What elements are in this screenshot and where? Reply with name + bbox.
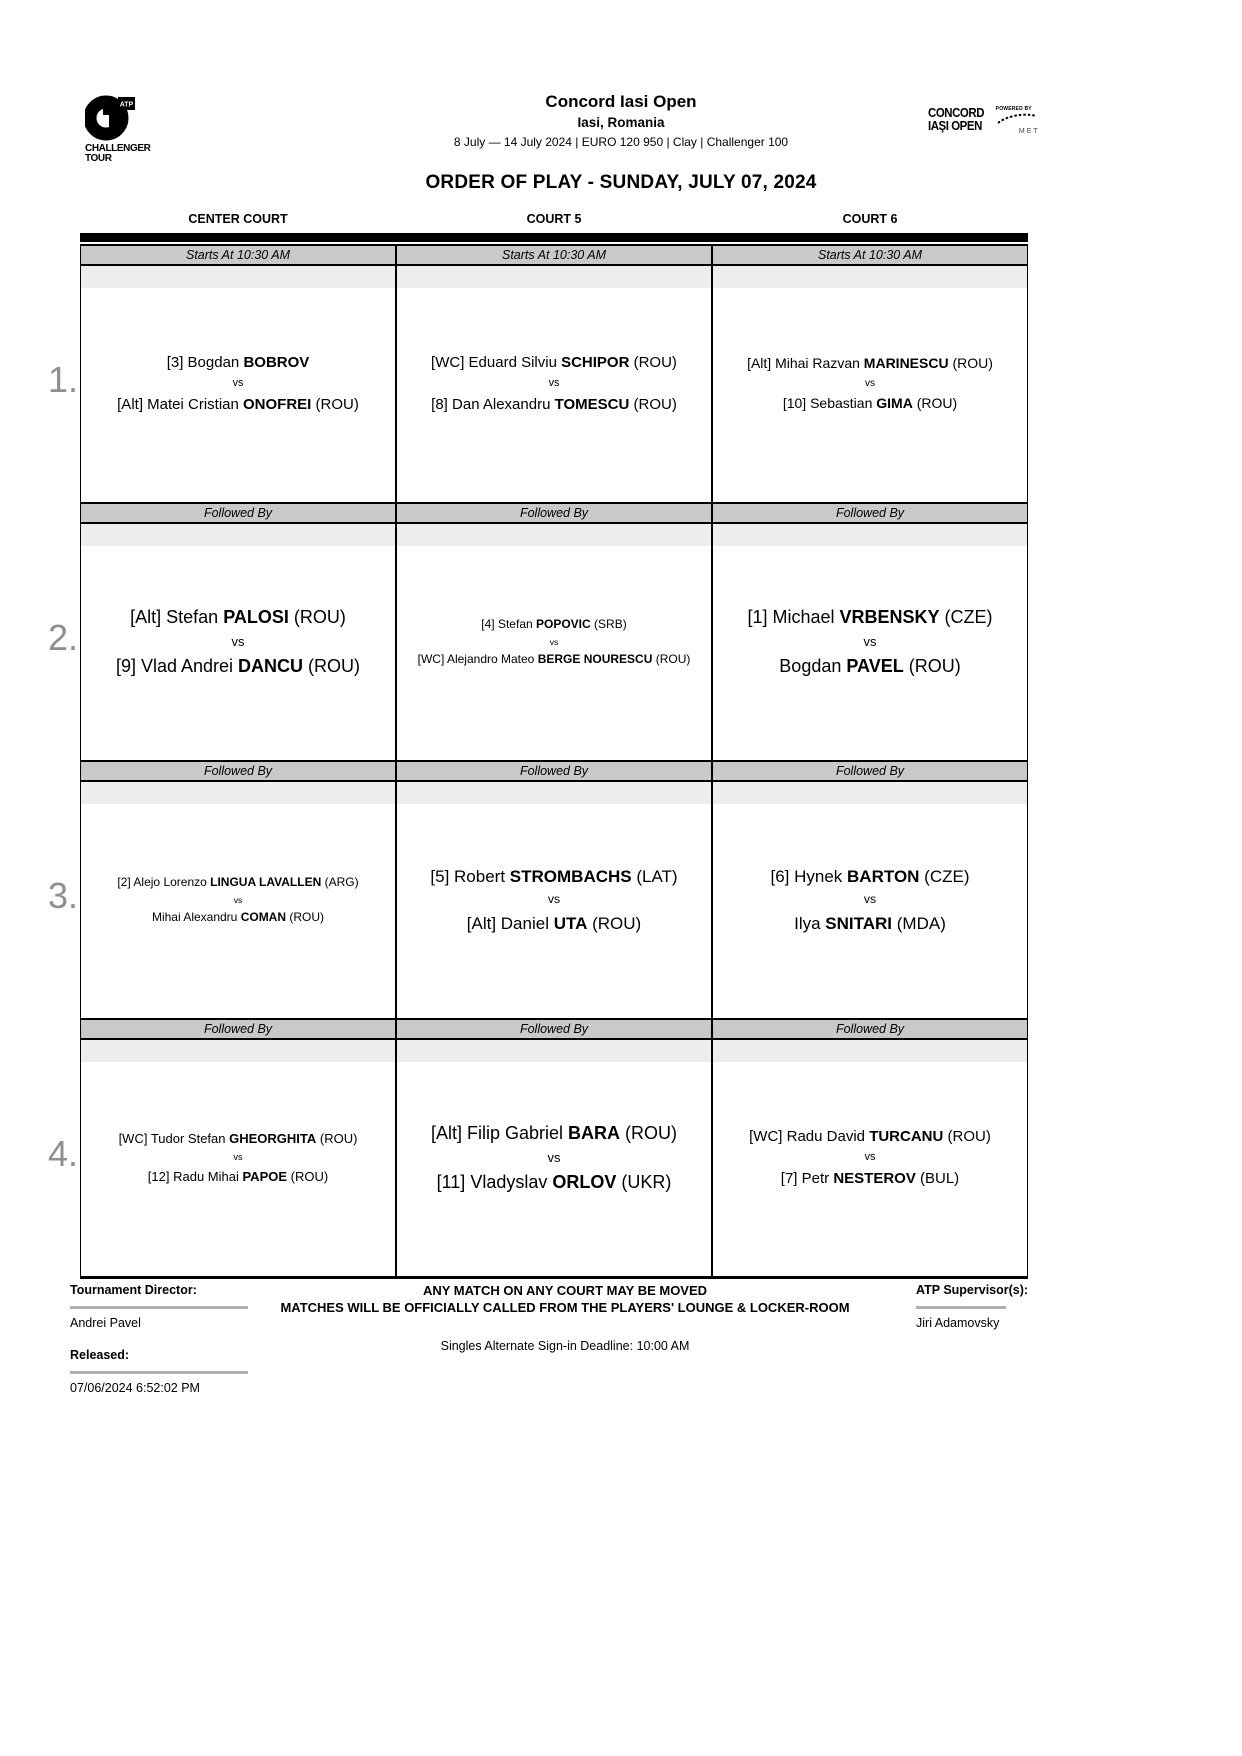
followed-by-label: Followed By — [81, 1020, 397, 1038]
match-cell-center-court-1 — [81, 266, 397, 502]
section-header-row-3 — [81, 760, 1027, 782]
match-cell-court6-4 — [713, 1040, 1027, 1276]
player-suffix: (UKR) — [616, 1172, 672, 1193]
event-logo-line1: CONCORD — [928, 105, 985, 120]
player-prefix: [2] Alejo Lorenzo — [117, 874, 211, 889]
player-prefix: [Alt] Filip Gabriel — [430, 1123, 569, 1144]
player-surname: SNITARI — [825, 913, 893, 933]
player-prefix: [4] Stefan — [481, 616, 536, 631]
player-prefix: [WC] Radu David — [749, 1127, 870, 1145]
vs-label: vs — [232, 377, 244, 390]
event-logo-line2: IAŞI OPEN — [928, 118, 982, 133]
player-suffix: (SRB) — [590, 616, 627, 631]
player-prefix: [6] Hynek — [770, 867, 848, 887]
tournament-director-name: Andrei Pavel — [70, 1316, 141, 1330]
footer-right — [916, 1283, 1176, 1330]
vs-label: vs — [547, 892, 561, 907]
player-suffix: (ROU) — [287, 1168, 329, 1184]
player-suffix: (CZE) — [939, 607, 993, 628]
player2 — [116, 655, 360, 678]
player-prefix: Mihai Alexandru — [151, 910, 241, 925]
player-prefix: [Alt] Daniel — [466, 913, 554, 933]
page-title: ORDER OF PLAY - SUNDAY, JULY 07, 2024 — [425, 172, 817, 193]
player-surname: UTA — [553, 913, 588, 933]
player-prefix: Ilya — [794, 913, 826, 933]
player-suffix: (ROU) — [943, 1127, 991, 1145]
player1 — [431, 1122, 677, 1145]
vs-label: vs — [231, 633, 245, 649]
match-cell-court6-2 — [713, 524, 1027, 760]
event-logo-partner — [996, 106, 1040, 135]
vs-label: vs — [548, 377, 560, 390]
player-suffix: (ROU) — [629, 395, 677, 413]
match-row-number-3: 3. — [48, 875, 79, 916]
tournament-director-label: Tournament Director: — [70, 1283, 197, 1297]
player1 — [119, 1131, 358, 1147]
atp-supervisor-label: ATP Supervisor(s): — [916, 1283, 1029, 1297]
tournament-name: Concord Iasi Open — [545, 92, 697, 111]
player-suffix: (CZE) — [919, 867, 970, 887]
tournament-details: 8 July — 14 July 2024 | EURO 120 950 | Clay | Challenger 100 — [453, 135, 789, 149]
court-label-court-6: COURT 6 — [842, 212, 898, 226]
player1 — [431, 354, 677, 373]
player-prefix: [3] Bogdan — [166, 353, 244, 371]
player-prefix: [11] Vladyslav — [436, 1172, 553, 1193]
vs-label: vs — [233, 1152, 243, 1163]
followed-by-label: Followed By — [81, 762, 397, 780]
player1 — [770, 866, 969, 887]
player1 — [167, 354, 310, 373]
player-surname: STROMBACHS — [509, 867, 632, 887]
player1 — [130, 606, 346, 629]
footer-left — [70, 1283, 270, 1395]
match-cell-court5-3 — [397, 782, 713, 1018]
vs-label: vs — [863, 633, 877, 649]
player-surname: PALOSI — [223, 607, 289, 628]
atp-logo-line1: CHALLENGER — [85, 143, 151, 154]
footer-notice — [250, 1283, 880, 1353]
player-suffix: (ROU) — [288, 607, 346, 628]
player-surname: POPOVIC — [536, 616, 591, 631]
player-surname: ORLOV — [552, 1172, 617, 1193]
player2 — [783, 395, 957, 413]
player-prefix: [10] Sebastian — [782, 395, 877, 412]
vs-label: vs — [547, 1149, 561, 1165]
table-body — [80, 244, 1028, 1279]
player-prefix: [7] Petr — [780, 1169, 834, 1187]
met-label: MET — [1018, 128, 1040, 135]
court-label-center-court: CENTER COURT — [188, 212, 288, 226]
player2 — [117, 396, 359, 415]
match-cell-center-court-2 — [81, 524, 397, 760]
vs-label: vs — [233, 894, 243, 905]
concord-iasi-open-logo — [928, 106, 1040, 135]
event-logo-wordmark — [928, 106, 984, 132]
vs-label: vs — [864, 1151, 876, 1164]
player-surname: TOMESCU — [554, 395, 630, 413]
player-surname: LINGUA LAVALLEN — [210, 874, 322, 889]
tournament-location: Iasi, Romania — [577, 115, 665, 130]
svg-text:ATP: ATP — [119, 101, 134, 109]
match-row-1 — [81, 266, 1027, 502]
player-prefix: [8] Dan Alexandru — [431, 395, 555, 413]
vs-label: vs — [864, 377, 876, 389]
player-suffix: (ROU) — [587, 913, 642, 933]
player-surname: PAVEL — [846, 656, 904, 677]
player-surname: BARTON — [847, 867, 920, 887]
player-prefix: [WC] Tudor Stefan — [118, 1130, 230, 1146]
player2 — [779, 655, 960, 678]
atp-supervisor-name: Jiri Adamovsky — [916, 1316, 1000, 1330]
atp-logo-line2: TOUR — [85, 153, 112, 164]
player-suffix: (ROU) — [948, 355, 993, 372]
player-suffix: (ROU) — [286, 910, 325, 925]
player2 — [152, 910, 324, 925]
starts-at-label: Starts At 10:30 AM — [397, 246, 713, 264]
followed-by-label: Followed By — [397, 762, 713, 780]
signature-rule — [916, 1306, 1006, 1309]
followed-by-label: Followed By — [835, 1022, 905, 1036]
player-suffix: (ARG) — [321, 874, 359, 889]
player1 — [747, 606, 992, 629]
player-suffix: (ROU) — [652, 652, 691, 667]
player-prefix: [5] Robert — [430, 867, 510, 887]
player1 — [117, 875, 358, 890]
player2 — [467, 913, 641, 934]
player2 — [148, 1169, 328, 1185]
match-cell-court5-4 — [397, 1040, 713, 1276]
player2 — [418, 652, 691, 667]
player-prefix: Bogdan — [779, 656, 847, 677]
signin-deadline: Singles Alternate Sign-in Deadline: 10:00 AM — [440, 1339, 690, 1353]
order-of-play-table — [80, 233, 1028, 1279]
vs-label: vs — [549, 636, 559, 647]
player-suffix: (ROU) — [316, 1130, 358, 1146]
match-cell-center-court-3 — [81, 782, 397, 1018]
player-prefix: [Alt] Mihai Razvan — [747, 355, 864, 372]
met-swoosh-icon — [996, 113, 1038, 125]
starts-at-label: Starts At 10:30 AM — [818, 248, 922, 262]
player-surname: NESTEROV — [833, 1169, 916, 1187]
match-row-number-2: 2. — [48, 617, 79, 658]
match-cell-court5-2 — [397, 524, 713, 760]
section-header-row-2 — [81, 502, 1027, 524]
player-prefix: [WC] Alejandro Mateo — [417, 652, 538, 667]
match-cell-court6-3 — [713, 782, 1027, 1018]
player-suffix: (ROU) — [620, 1123, 678, 1144]
match-row-number-1: 1. — [48, 359, 79, 400]
player-prefix: [Alt] Matei Cristian — [117, 395, 244, 413]
match-row-number-4: 4. — [48, 1133, 79, 1174]
player-suffix: (MDA) — [892, 913, 946, 933]
player-suffix: (BUL) — [915, 1169, 960, 1187]
player-surname: BERGE NOURESCU — [537, 652, 653, 667]
table-top-bar — [80, 233, 1028, 242]
player-surname: TURCANU — [869, 1127, 944, 1145]
match-row-3 — [81, 782, 1027, 1018]
player-surname: BARA — [568, 1123, 621, 1144]
player-surname: SCHIPOR — [561, 353, 630, 371]
released-timestamp: 07/06/2024 6:52:02 PM — [70, 1381, 200, 1395]
player-suffix: (LAT) — [631, 867, 678, 887]
player1 — [747, 355, 993, 373]
player-surname: COMAN — [240, 910, 287, 925]
notice-line2: MATCHES WILL BE OFFICIALLY CALLED FROM THE PLAYERS' LOUNGE & LOCKER-ROOM — [280, 1300, 850, 1315]
player-surname: PAPOE — [242, 1168, 288, 1184]
match-row-2 — [81, 524, 1027, 760]
signature-rule — [70, 1371, 248, 1374]
player2 — [431, 396, 677, 415]
vs-label: vs — [863, 892, 877, 907]
signature-rule — [70, 1306, 248, 1309]
starts-at-label: Starts At 10:30 AM — [81, 246, 397, 264]
player-surname: VRBENSKY — [839, 607, 940, 628]
tournament-header — [0, 92, 1242, 149]
player-prefix: [WC] Eduard Silviu — [431, 353, 562, 371]
followed-by-label: Followed By — [835, 764, 905, 778]
followed-by-label: Followed By — [835, 506, 905, 520]
followed-by-label: Followed By — [81, 504, 397, 522]
released-label: Released: — [70, 1348, 130, 1362]
player1 — [481, 617, 626, 632]
player-surname: ONOFREI — [243, 395, 312, 413]
player-prefix: [9] Vlad Andrei — [115, 656, 239, 677]
player-suffix: (ROU) — [303, 656, 361, 677]
player-prefix: [Alt] Stefan — [130, 607, 224, 628]
player-surname: BOBROV — [243, 353, 310, 371]
match-cell-center-court-4 — [81, 1040, 397, 1276]
player-suffix: (ROU) — [912, 395, 958, 412]
player-prefix: [12] Radu Mihai — [147, 1168, 243, 1184]
notice-line1: ANY MATCH ON ANY COURT MAY BE MOVED — [422, 1283, 708, 1298]
player1 — [430, 866, 677, 887]
followed-by-label: Followed By — [397, 1020, 713, 1038]
player-suffix: (ROU) — [629, 353, 677, 371]
player1 — [749, 1128, 991, 1147]
court-labels-row — [80, 212, 1028, 226]
followed-by-label: Followed By — [397, 504, 713, 522]
section-header-row-4 — [81, 1018, 1027, 1040]
player2 — [781, 1170, 959, 1189]
player-surname: DANCU — [238, 656, 304, 677]
player-surname: GIMA — [876, 395, 913, 412]
powered-by-label: POWERED BY — [995, 106, 1032, 112]
player-surname: GHEORGHITA — [229, 1130, 317, 1146]
player-suffix: (ROU) — [311, 395, 359, 413]
player-prefix: [1] Michael — [747, 607, 840, 628]
match-cell-court6-1 — [713, 266, 1027, 502]
section-header-row-1 — [81, 244, 1027, 266]
player2 — [794, 913, 946, 934]
player-surname: MARINESCU — [863, 355, 949, 372]
court-label-court-5: COURT 5 — [526, 212, 582, 226]
player-suffix: (ROU) — [903, 656, 961, 677]
match-cell-court5-1 — [397, 266, 713, 502]
match-row-4 — [81, 1040, 1027, 1276]
player2 — [437, 1171, 672, 1194]
